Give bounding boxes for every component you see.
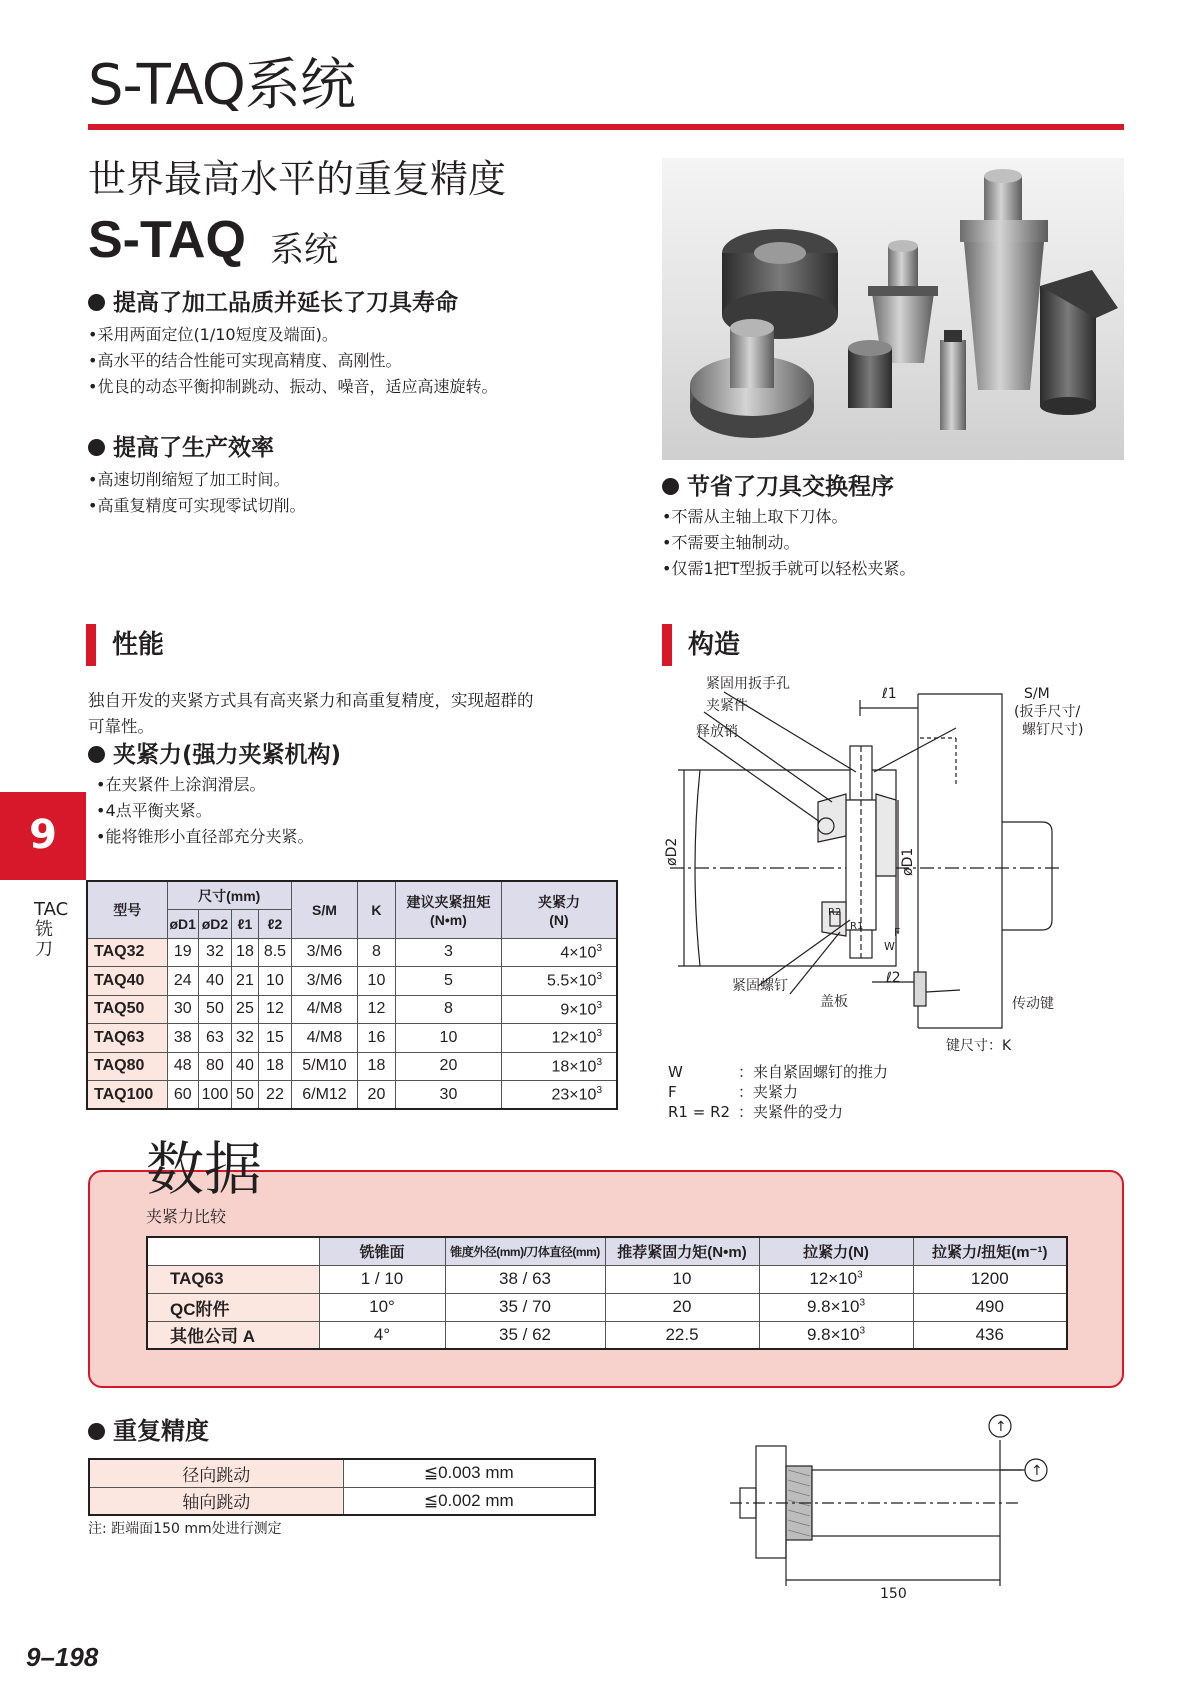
headline: 世界最高水平的重复精度 [88, 157, 507, 201]
feature-block-quality [88, 288, 497, 400]
feature-heading: 提高了生产效率 [88, 433, 305, 463]
table-row: TAQ63 38 63 32 15 4/M8 16 10 $12\times 10^3$ [87, 1024, 617, 1053]
performance-intro: 独自开发的夹紧方式具有高夹紧力和高重复精度，实现超群的 可靠性。 [88, 691, 534, 736]
structure-diagram [660, 676, 1124, 1056]
col-taper: 铣锥面 [319, 1237, 445, 1265]
feature-item: •不需要主轴制动。 [662, 533, 800, 552]
feature-item: •仅需1把T型扳手就可以轻松夹紧。 [662, 559, 916, 578]
section-title-structure: 构造 [662, 624, 740, 666]
col-d1: øD1 [167, 910, 198, 939]
data-subtitle: 夹紧力比较 [146, 1207, 227, 1226]
legend-row: R1 = R2 ：夹紧件的受力 [668, 1103, 844, 1121]
label-sm: S/M [1024, 686, 1050, 702]
feature-heading: 提高了加工品质并延长了刀具寿命 [88, 288, 497, 318]
feature-block-tool-change [662, 472, 915, 582]
col-pull-force: 拉紧力(N) [759, 1237, 913, 1265]
feature-item: •采用两面定位(1/10短度及端面)。 [88, 325, 338, 344]
table-row: 其他公司 A 4° 35 / 62 22.5 $9.8\times 10^3$ 436 [147, 1321, 1067, 1349]
feature-item: •高水平的结合性能可实现高精度、高刚性。 [88, 351, 402, 370]
col-size: 尺寸(mm) [167, 881, 291, 910]
label-r2: R2 [828, 907, 842, 918]
label-w: W [884, 940, 895, 953]
label-f: F [894, 926, 901, 939]
col-l1: ℓ1 [231, 910, 258, 939]
label-cover: 盖板 [820, 994, 848, 1010]
label-key-size: 键尺寸：K [946, 1038, 1012, 1054]
label-r1: R1 [850, 921, 864, 932]
page-number: 9–198 [26, 1642, 99, 1672]
chapter-label: TAC铣刀 [34, 899, 69, 960]
table-row: QC附件 10° 35 / 70 20 $9.8\times 10^3$ 490 [147, 1293, 1067, 1321]
col-torque: 建议夹紧扭矩 (N•m) [395, 881, 501, 938]
feature-item: •不需从主轴上取下刀体。 [662, 507, 848, 526]
brand-suffix: 系统 [270, 230, 338, 270]
col-l2: ℓ2 [258, 910, 291, 939]
col-ratio: 拉紧力/扭矩(m⁻¹) [913, 1237, 1067, 1265]
title-rule [88, 124, 1124, 130]
label-d2: øD2 [664, 837, 680, 866]
bullet-icon [662, 478, 679, 495]
legend-row: W ：来自紧固螺钉的推力 [668, 1063, 889, 1081]
bullet-icon [88, 439, 105, 456]
label-d1: øD1 [900, 847, 916, 876]
svg-text:↑: ↑ [1031, 1463, 1043, 1479]
feature-heading: 节省了刀具交换程序 [662, 472, 915, 502]
clamp-force-block [88, 740, 341, 850]
table-row: TAQ40 24 40 21 10 3/M6 10 5 $5.5\times 10^3$ [87, 967, 617, 996]
dimension-150: 150 [880, 1586, 907, 1602]
label-drive-key: 传动键 [1012, 996, 1054, 1012]
page-title: S-TAQ系统 [88, 53, 355, 118]
label-release-pin: 释放销 [696, 724, 738, 740]
section-title-performance: 性能 [86, 624, 164, 666]
col-sm: S/M [291, 881, 357, 938]
table-row: 轴向跳动 ≦0.002 mm [89, 1487, 595, 1515]
legend-row: F ：夹紧力 [668, 1083, 799, 1101]
performance-table [86, 880, 618, 1110]
col-force: 夹紧力 (N) [501, 881, 617, 938]
clamp-item: •4点平衡夹紧。 [96, 801, 212, 820]
bullet-icon [88, 1423, 105, 1440]
col-k: K [357, 881, 395, 938]
bullet-icon [88, 746, 105, 763]
data-title: 数据 [146, 1135, 263, 1203]
col-d2: øD2 [198, 910, 231, 939]
structure-legend [668, 1062, 888, 1122]
table-row: TAQ50 30 50 25 12 4/M8 12 8 $9\times 10^3$ [87, 995, 617, 1024]
repeatability-table [88, 1458, 596, 1516]
brand-name: S-TAQ [88, 211, 246, 269]
feature-item: •优良的动态平衡抑制跳动、振动、噪音，适应高速旋转。 [88, 377, 498, 396]
repeatability-heading: 重复精度 [88, 1416, 209, 1446]
bullet-icon [88, 294, 105, 311]
table-row: TAQ80 48 80 40 18 5/M10 18 20 $18\times 10^3$ [87, 1052, 617, 1081]
chapter-number: 9 [29, 812, 57, 858]
label-l2: ℓ2 [886, 970, 901, 986]
table-row: 径向跳动 ≦0.003 mm [89, 1459, 595, 1487]
clamp-item: •在夹紧件上涂润滑层。 [96, 775, 266, 794]
feature-item: •高速切削缩短了加工时间。 [88, 470, 290, 489]
label-sm-note-2: 螺钉尺寸) [1022, 722, 1084, 738]
table-row: TAQ100 60 100 50 22 6/M12 20 30 $23\times 10^3$ [87, 1081, 617, 1110]
label-l1: ℓ1 [882, 686, 897, 702]
measurement-note: 注: 距端面150 mm处进行测定 [88, 1521, 282, 1537]
table-row: TAQ32 19 32 18 8.5 3/M6 8 3 $4\times 10^3$ [87, 938, 617, 967]
col-torque: 推荐紧固力矩(N•m) [605, 1237, 759, 1265]
runout-diagram [730, 1410, 1050, 1610]
table-row: TAQ63 1 / 10 38 / 63 10 $12\times 10^3$ 1200 [147, 1265, 1067, 1293]
clamp-item: •能将锥形小直径部充分夹紧。 [96, 827, 314, 846]
label-wrench-hole: 紧固用扳手孔 [706, 676, 790, 692]
col-diameter: 锥度外径(mm)/刀体直径(mm) [445, 1237, 605, 1265]
comparison-table [146, 1236, 1068, 1350]
label-sm-note-1: (扳手尺寸/ [1014, 704, 1081, 720]
feature-item: •高重复精度可实现零试切削。 [88, 496, 306, 515]
label-screw: 紧固螺钉 [732, 978, 788, 994]
svg-text:↑: ↑ [995, 1419, 1007, 1435]
product-photo [662, 158, 1124, 460]
feature-block-efficiency [88, 433, 305, 519]
label-clamp: 夹紧件 [706, 698, 748, 714]
clamp-heading: 夹紧力(强力夹紧机构) [88, 740, 341, 770]
col-model: 型号 [87, 881, 167, 938]
